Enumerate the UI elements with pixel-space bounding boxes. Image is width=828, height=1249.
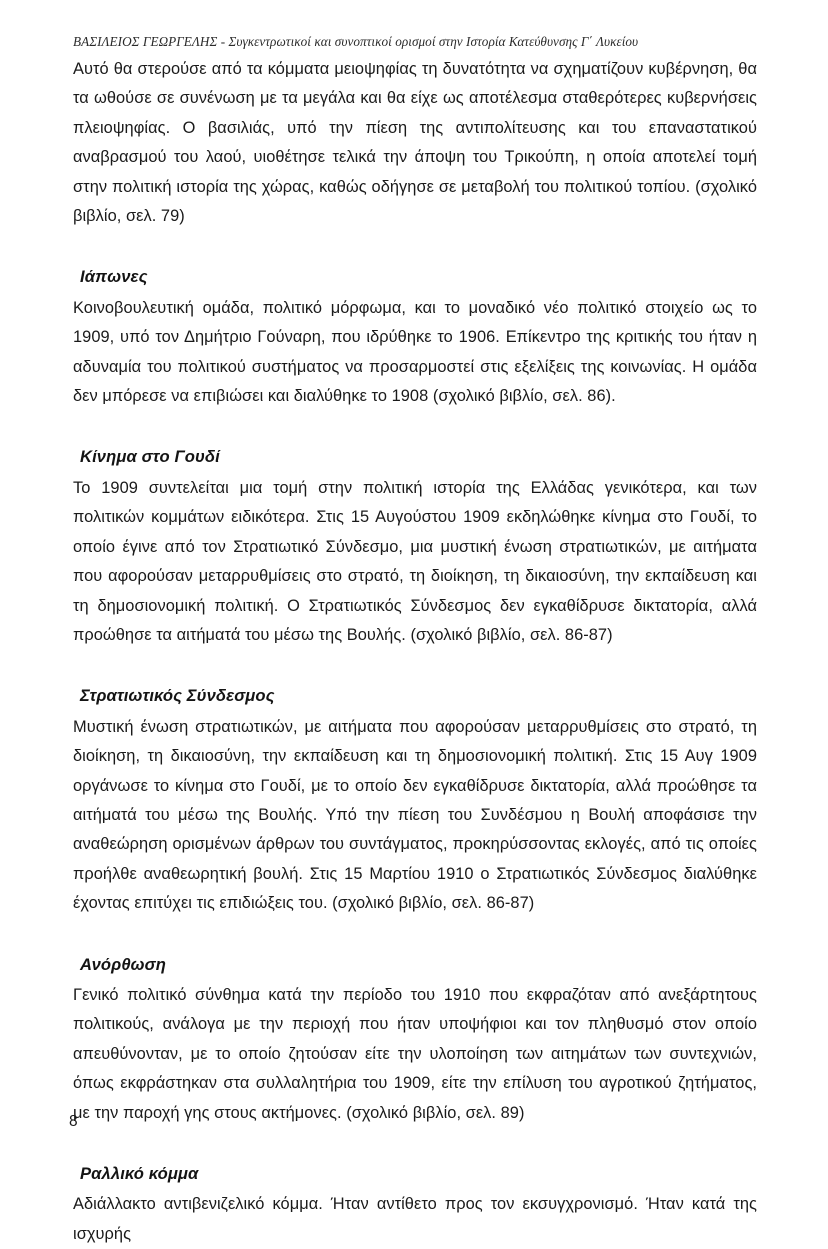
section-stratiotikos-syndesmos: [73, 681, 757, 918]
section-heading: Ιάπωνες: [80, 267, 148, 287]
section-heading: Κίνημα στο Γουδί: [80, 447, 220, 467]
page-number: 8: [69, 1113, 78, 1130]
section-heading: Ανόρθωση: [80, 954, 166, 974]
section-paragraph: Αδιάλλακτο αντιβενιζελικό κόμμα. Ήταν αντίθετο προς τον εκσυγχρονισμό. Ήταν κατά της ισχυρής: [73, 1195, 757, 1243]
section-heading: Ραλλικό κόμμα: [80, 1164, 199, 1183]
section-kinima-sto-goudi: [73, 442, 757, 650]
section-paragraph: Το 1909 συντελείται μια τομή στην πολιτική ιστορία της Ελλάδας γενικότερα, και των πολιτικών κομμάτων ειδικότερα. Στις 15 Αυγούστου 1909 εκδηλώθηκε κίνημα στο Γουδί, το οποίο έγινε από τον Στρατιωτικό Σύνδεσμο, μια μυστική ένωση στρατιωτικών, με αιτήματα που αφορούσαν μεταρρυθμίσεις στο στρατό, τη διοίκηση, τη δικαιοσύνη, την εκπαίδευση και τη δημοσιονομική πολιτική. Ο Στρατιωτικός Σύνδεσμος δεν εγκαθίδρυσε δικτατορία, αλλά προώθησε τα αιτήματά του μέσω της Βουλής. (σχολικό βιβλίο, σελ. 86-87): [73, 478, 757, 644]
page-content: [73, 33, 757, 1249]
section-paragraph: Γενικό πολιτικό σύνθημα κατά την περίοδο του 1910 που εκφραζόταν από ανεξάρτητους πολιτικούς, ανάλογα με την περιοχή που ήταν υποψήφιοι και τον πληθυσμό στον οποίο απευθύνονταν, με το οποίο ζητούσαν είτε την υλοποίηση των αιτημάτων των συντεχνιών, όπως εκφράστηκαν στα συλλαλητήρια του 1909, είτε την επίλυση του αγροτικού ζητήματος, με την παροχή γης στους ακτήμονες. (σχολικό βιβλίο, σελ. 89): [73, 985, 757, 1122]
running-header: ΒΑΣΙΛΕΙΟΣ ΓΕΩΡΓΕΛΗΣ - Συγκεντρωτικοί και συνοπτικοί ορισμοί στην Ιστορία Κατεύθυνσης Γ΄ Λυκείου: [73, 34, 639, 49]
intro-paragraph: Αυτό θα στερούσε από τα κόμματα μειοψηφίας τη δυνατότητα να σχηματίζουν κυβέρνηση, θα τα ωθούσε σε συνένωση με τα μεγάλα και θα είχε ως αποτέλεσμα σταθερότερες κυβερνήσεις πλειοψηφίας. Ο βασιλιάς, υπό την πίεση της αντιπολίτευσης και του επαναστατικού αναβρασμού του λαού, υιοθέτησε τελικά την άποψη του Τρικούπη, η οποία αποτελεί τομή στην πολιτική ιστορία της χώρας, καθώς οδήγησε σε μεταβολή του πολιτικού τοπίου. (σχολικό βιβλίο, σελ. 79): [73, 60, 757, 226]
section-ralliko-komma: [73, 1159, 757, 1249]
section-heading: Στρατιωτικός Σύνδεσμος: [80, 686, 275, 706]
section-iapones: [73, 262, 757, 411]
section-paragraph: Κοινοβουλευτική ομάδα, πολιτικό μόρφωμα, και το μοναδικό νέο πολιτικό στοιχείο ως το 1909, υπό τον Δημήτριο Γούναρη, που ιδρύθηκε το 1906. Επίκεντρο της κριτικής του ήταν η αδυναμία του πολιτικού συστήματος να προσαρμοστεί στις εξελίξεις της κοινωνίας. Η ομάδα δεν μπόρεσε να επιβιώσει και διαλύθηκε το 1908 (σχολικό βιβλίο, σελ. 86).: [73, 298, 757, 406]
section-anorthosi: [73, 950, 757, 1128]
section-paragraph: Μυστική ένωση στρατιωτικών, με αιτήματα που αφορούσαν μεταρρυθμίσεις στο στρατό, τη διοίκηση, τη δικαιοσύνη, την εκπαίδευση και τη δημοσιονομική πολιτική. Στις 15 Αυγ 1909 οργάνωσε το κίνημα στο Γουδί, με το οποίο δεν εγκαθίδρυσε δικτατορία, αλλά προώθησε τα αιτήματά του μέσω της Βουλής. Υπό την πίεση του Συνδέσμου η Βουλή αποφάσισε την αναθεώρηση ορισμένων άρθρων του συντάγματος, προκηρύσσοντας εκλογές, από τις οποίες προήλθε αναθεωρητική βουλή. Στις 15 Μαρτίου 1910 ο Στρατιωτικός Σύνδεσμος διαλύθηκε έχοντας επιτύχει τις επιδιώξεις του. (σχολικό βιβλίο, σελ. 86-87): [73, 717, 757, 913]
